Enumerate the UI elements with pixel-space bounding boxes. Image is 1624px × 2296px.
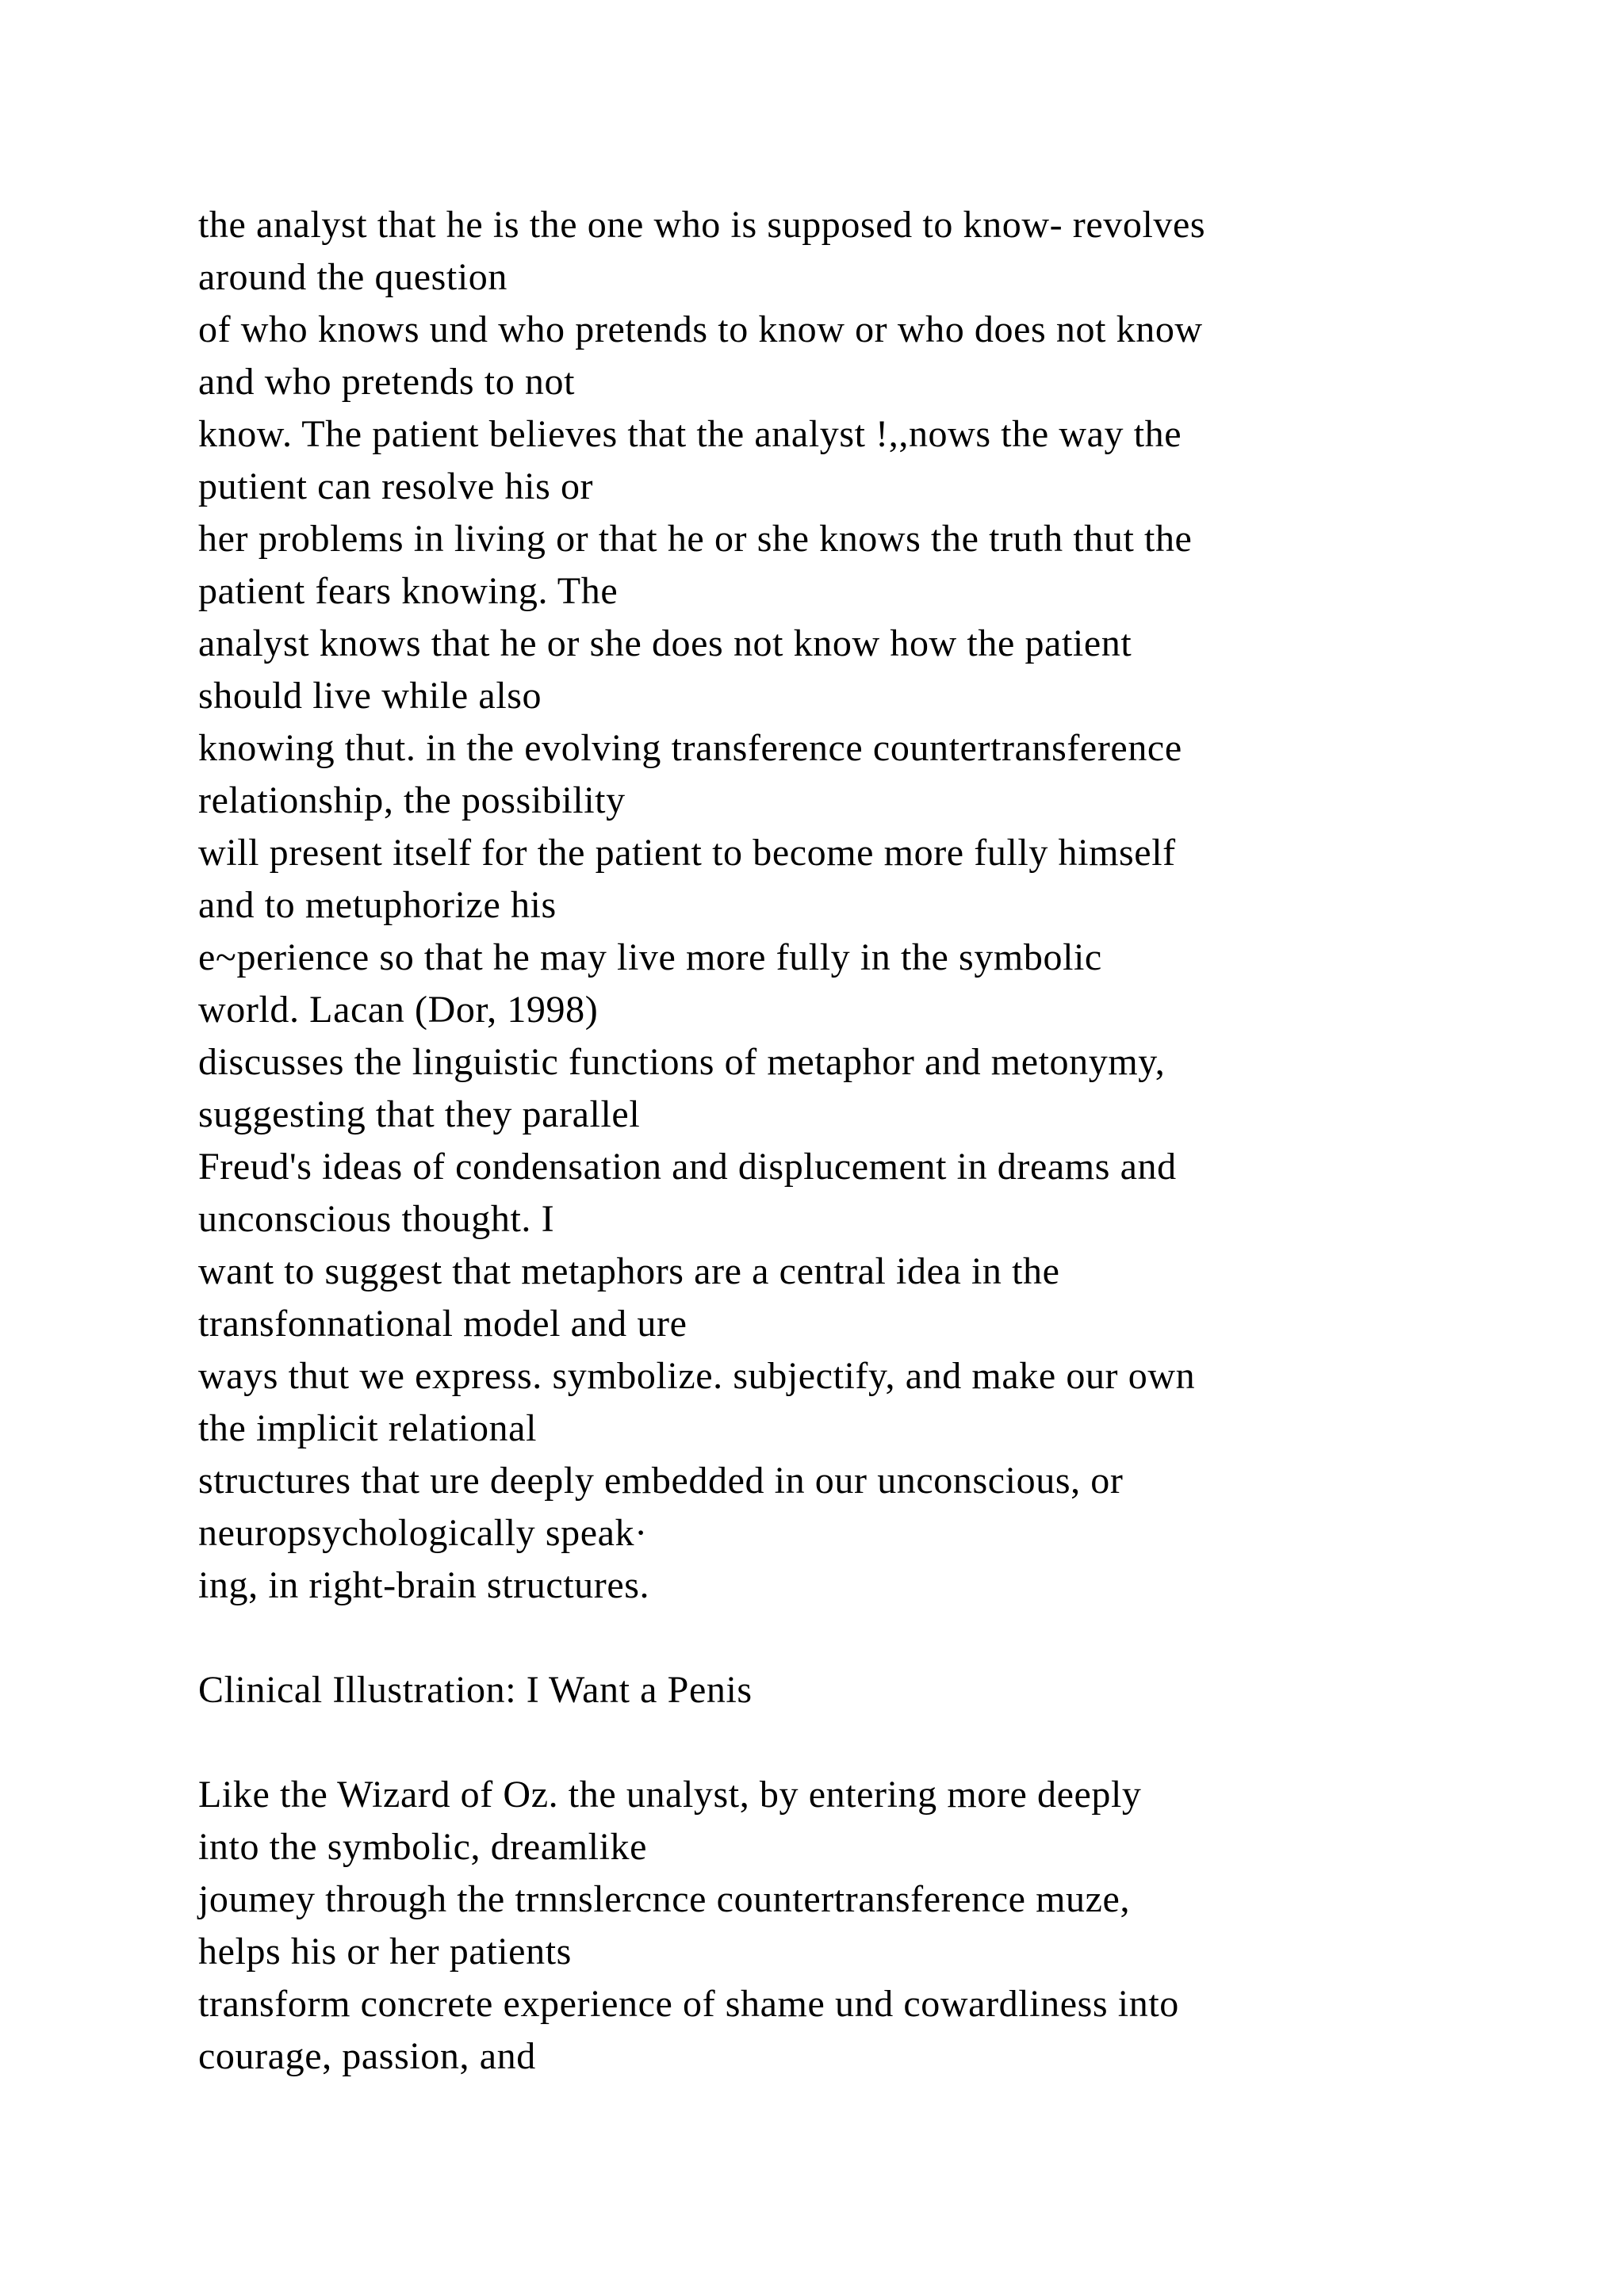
text-line: e~perience so that he may live more fully in the symbolic [198,936,1102,978]
text-line: suggesting that they parallel [198,1093,641,1135]
text-line: courage, passion, and [198,2035,536,2077]
text-line: want to suggest that metaphors are a central idea in the [198,1250,1060,1292]
text-line: should live while also [198,675,542,717]
text-line: of who knows und who pretends to know or who does not know [198,308,1203,350]
text-line: relationship, the possibility [198,779,626,821]
text-line: the implicit relational [198,1407,538,1449]
text-line: transfonnational model and ure [198,1303,688,1345]
text-line: her problems in living or that he or she knows the truth thut the [198,518,1193,560]
text-line: around the question [198,256,508,298]
text-line: world. Lacan (Dor, 1998) [198,989,599,1031]
text-line: know. The patient believes that the analyst !,,nows the way the [198,413,1182,455]
text-line: analyst knows that he or she does not know how the patient [198,622,1132,664]
text-line: helps his or her patients [198,1931,572,1973]
text-line: ways thut we express. symbolize. subjectify, and make our own [198,1355,1196,1397]
document-body [198,199,1467,2083]
paragraph-2 [198,1769,1467,2083]
text-line: patient fears knowing. The [198,570,619,612]
text-line: structures that ure deeply embedded in our unconscious, or [198,1460,1124,1502]
blank-line [198,1612,1467,1664]
text-line: unconscious thought. I [198,1198,555,1240]
text-line: into the symbolic, dreamlike [198,1826,648,1868]
text-line: Like the Wizard of Oz. the unalyst, by entering more deeply [198,1774,1142,1816]
text-line: neuropsychologically speak· [198,1512,648,1554]
text-line: and to metuphorize his [198,884,557,926]
text-line: putient can resolve his or [198,465,594,507]
text-line: ing, in right-brain structures. [198,1564,650,1606]
blank-line [198,1716,1467,1769]
paragraph-1 [198,199,1467,1612]
text-line: discusses the linguistic functions of metaphor and metonymy, [198,1041,1166,1083]
text-line: and who pretends to not [198,361,576,403]
text-line: transform concrete experience of shame und cowardliness into [198,1983,1179,2025]
section-heading: Clinical Illustration: I Want a Penis [198,1669,753,1711]
text-line: knowing thut. in the evolving transference countertransference [198,727,1182,769]
text-line: the analyst that he is the one who is supposed to know- revolves [198,204,1206,246]
text-line: will present itself for the patient to become more fully himself [198,832,1176,874]
text-line: Freud's ideas of condensation and displucement in dreams and [198,1146,1177,1188]
text-line: joumey through the trnnslercnce countertransference muze, [198,1878,1131,1920]
